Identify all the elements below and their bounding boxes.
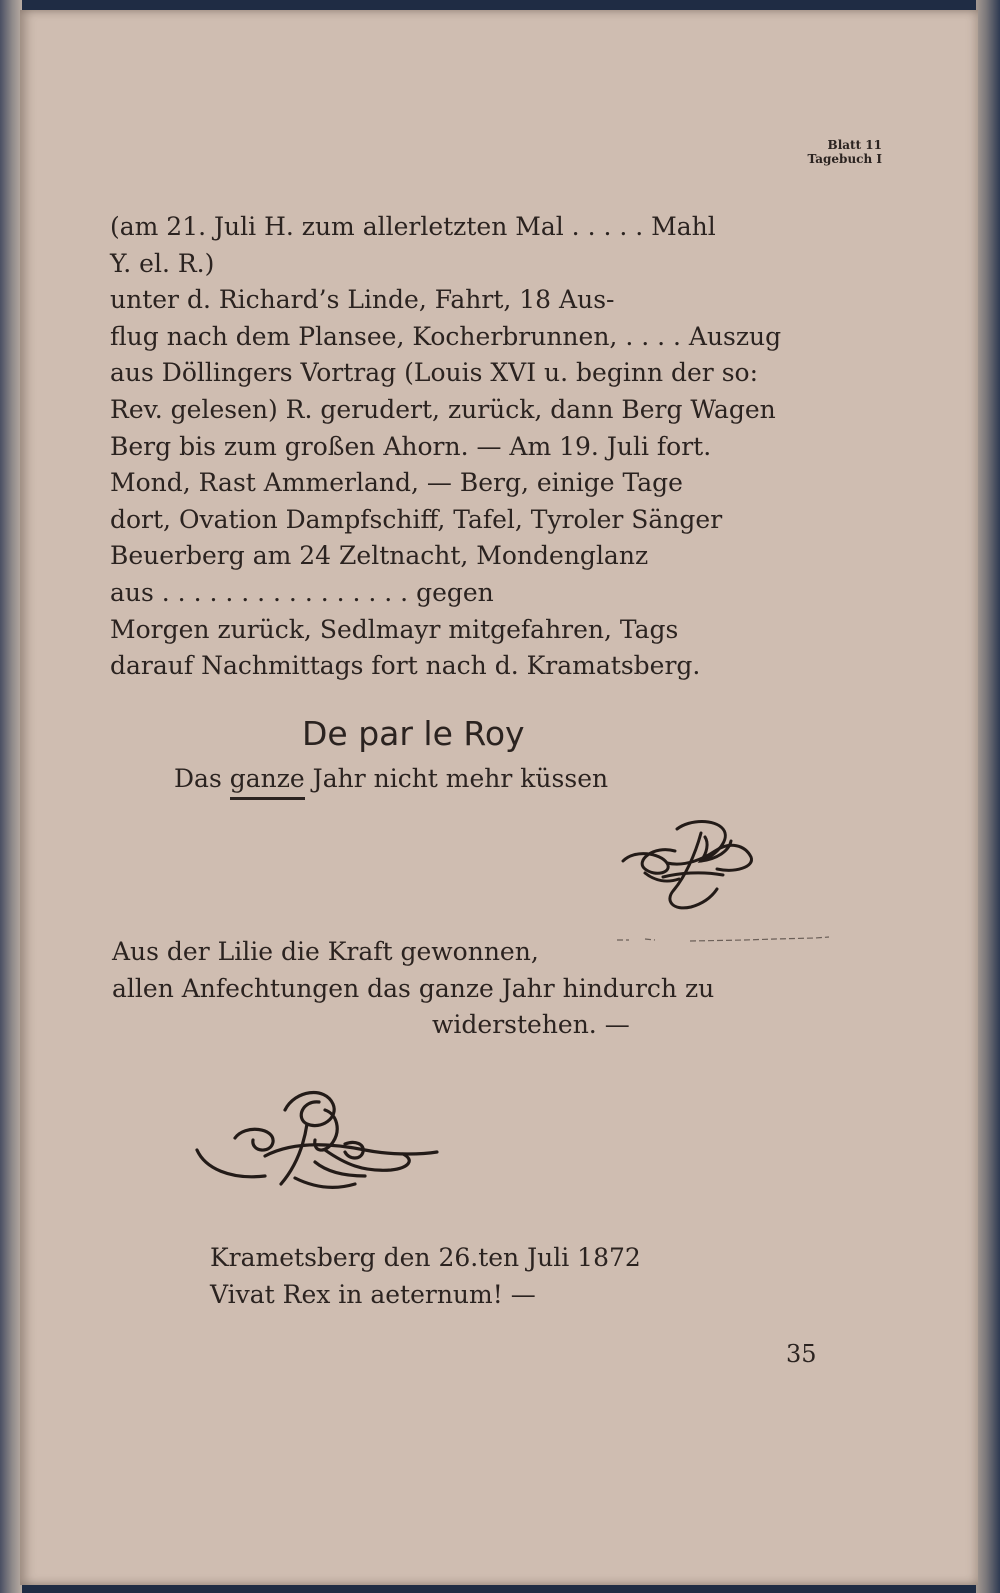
- kiss-vow-line: [174, 764, 608, 800]
- text-line: Mond, Rast Ammerland, — Berg, einige Tage: [110, 468, 683, 498]
- quote-line: widerstehen. —: [432, 1010, 630, 1040]
- book-binding-left: [0, 0, 22, 1593]
- quote-line: allen Anfechtungen das ganze Jahr hindurch zu: [112, 973, 715, 1003]
- text-line: (am 21. Juli H. zum allerletzten Mal . . . . . Mahl: [110, 212, 716, 241]
- text-line: unter d. Richard’s Linde, Fahrt, 18 Aus-: [110, 285, 615, 315]
- closing-block: [210, 1240, 641, 1313]
- sheet-label: Blatt 11: [827, 138, 882, 152]
- text-line: aus Döllingers Vortrag (Louis XVI u. beginn der so:: [110, 358, 758, 388]
- page-number: 35: [786, 1340, 817, 1368]
- text-line: darauf Nachmittags fort nach d. Kramatsberg.: [110, 651, 701, 681]
- diary-entry: [110, 209, 870, 685]
- text-line: Rev. gelesen) R. gerudert, zurück, dann Berg Wagen: [110, 394, 776, 424]
- text-line: flug nach dem Plansee, Kocherbrunnen, . . . . Auszug: [110, 321, 782, 351]
- royal-monogram-signature-icon: [605, 815, 765, 920]
- lily-quote: [112, 934, 714, 1044]
- book-edge-right: [976, 0, 1000, 1593]
- vivat-line: Vivat Rex in aeternum! —: [210, 1279, 536, 1309]
- royal-heading: De par le Roy: [302, 714, 525, 753]
- quote-line: Aus der Lilie die Kraft gewonnen,: [112, 937, 539, 966]
- flourish-signature-icon: [195, 1080, 440, 1205]
- page-header: [807, 138, 882, 166]
- place-date: Krametsberg den 26.ten Juli 1872: [210, 1243, 641, 1272]
- text-line: dort, Ovation Dampfschiff, Tafel, Tyroler Sänger: [110, 504, 723, 534]
- diary-label: Tagebuch I: [807, 152, 882, 166]
- subline-before: Das: [174, 764, 230, 793]
- subline-after: Jahr nicht mehr küssen: [304, 764, 609, 793]
- underlined-word: ganze: [230, 764, 305, 800]
- text-line: aus . . . . . . . . . . . . . . . . gegen: [110, 577, 494, 607]
- text-line: Beuerberg am 24 Zeltnacht, Mondenglanz: [110, 541, 649, 571]
- book-page: [20, 10, 978, 1585]
- text-line: Berg bis zum großen Ahorn. — Am 19. Juli fort.: [110, 431, 712, 461]
- text-line: Morgen zurück, Sedlmayr mitgefahren, Tags: [110, 614, 679, 644]
- text-line: Y. el. R.): [110, 248, 215, 278]
